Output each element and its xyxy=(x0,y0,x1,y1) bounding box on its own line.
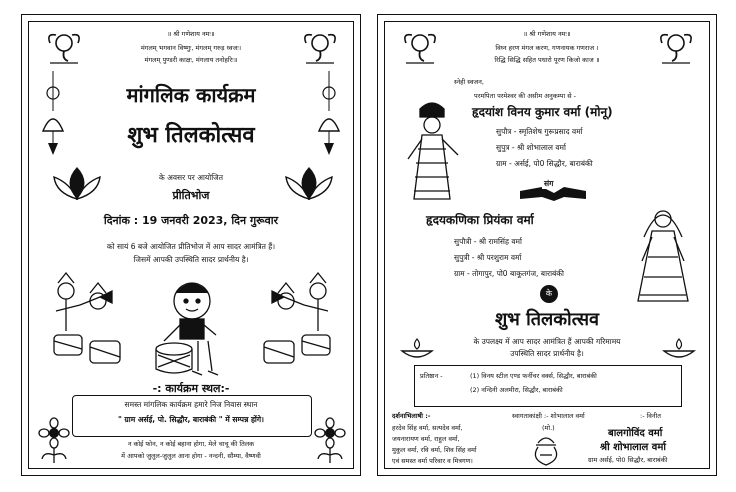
mantra-line-right-1: विघ्न हरण मंगल करण, गणनायक गणराज । xyxy=(495,44,599,52)
event-title: शुभ तिलकोत्सव xyxy=(127,123,255,148)
greeting-text: स्नेही स्वजन, xyxy=(454,78,484,86)
darshanabhilashi-line-4: एवं समस्त वर्मा परिवार व मित्रगण। xyxy=(392,457,473,465)
groom-detail-2: सुपुत्र - श्री शोभालाल वर्मा xyxy=(496,143,566,152)
swagatakanshi-text: स्वागताकांक्षी :- शोभालाल वर्मा xyxy=(512,412,585,420)
blessing-text: परमपिता परमेश्वर की असीम अनुकम्पा से - xyxy=(474,92,577,100)
groom-detail-3: ग्राम - अर्सई, पो0 सिद्धौर, बाराबंकी xyxy=(496,159,593,168)
establishment-1: (1) विनय स्टील एण्ड फर्नीचर वर्क्स, सिद्धौर, बाराबंकी xyxy=(470,372,597,380)
vinit-name-1: बालगोविंद वर्मा xyxy=(608,428,663,439)
time-line-1: को सायं 6 बजे आयोजित प्रीतिभोज में आप सादर आमंत्रित हैं। xyxy=(106,242,276,251)
date-line: दिनांक : 19 जनवरी 2023, दिन गुरूवार xyxy=(103,214,279,227)
invite-line-1: के उपलक्ष्य में आप सादर आमंत्रित हैं आपकी गरिमामय xyxy=(473,337,621,346)
darshanabhilashi-label: दर्शनाभिलाषी :- xyxy=(392,412,431,420)
venue-line-2: " ग्राम अर्सई, पो. सिद्धौर, बाराबंकी " में सम्पन्न होंगे। xyxy=(118,415,264,424)
sang-text: संग xyxy=(544,179,554,188)
musicians-illustration xyxy=(40,271,344,381)
bride-name: हृदयकणिका प्रियंका वर्मा xyxy=(426,213,534,227)
footer-line-2: में आपको जुलुल-जुलुल आना होगा - नन्दनी, सौम्या, वैष्णवी xyxy=(121,452,261,460)
mantra-line-2: मंगलम् पुण्डरी काक्षः, मंगलाय तनोहरिः॥ xyxy=(144,56,238,64)
mantra-line-right-2: रिद्धि सिद्धि सहित पधारो पूरण किजो काज ॥ xyxy=(494,56,600,64)
bride-illustration xyxy=(630,197,696,307)
darshanabhilashi-line-2: जयनारायण वर्मा, राहुल वर्मा, xyxy=(392,435,460,443)
vinit-name-2: श्री शोभालाल वर्मा xyxy=(600,442,666,453)
groom-detail-1: सुपौत्र - स्मृतिशेष गुरूप्रसाद वर्मा xyxy=(496,127,583,136)
establishment-2: (2) नन्दिनी अलमीरा, सिद्धौर, बाराबंकी xyxy=(470,386,563,394)
footer-line-1: न कोई फोन, न कोई बहाना होगा, मेले चाचू की तिलक xyxy=(127,440,255,448)
vinit-address: ग्राम अर्सई, पो0 सिद्धौर, बाराबंकी xyxy=(588,456,668,464)
emblem-badge: के xyxy=(540,285,558,303)
venue-line-1: समस्त मांगलिक कार्यक्रम हमारे निज निवास स्थान xyxy=(124,400,258,409)
bride-detail-3: ग्राम - तोगापुर, पो0 बाकूतगंज, बाराबंकी xyxy=(454,269,565,278)
darshanabhilashi-line-1: हरदेव सिंह वर्मा, सत्यदेव वर्मा, xyxy=(392,424,463,432)
bride-detail-2: सुपुत्री - श्री परशुराम वर्मा xyxy=(454,253,522,262)
kalash-icon xyxy=(528,433,564,467)
occasion-line: के अवसर पर आयोजित xyxy=(158,173,224,182)
invite-line-2: उपस्थिति सादर प्रार्थनीय है। xyxy=(510,349,584,358)
swagatakanshi-sub: (मो.) xyxy=(542,424,555,432)
groom-illustration xyxy=(396,99,468,209)
event-title-right: शुभ तिलकोत्सव xyxy=(494,309,600,330)
heading-title: मांगलिक कार्यक्रम xyxy=(126,83,256,107)
groom-name: हृदयांश विनय कुमार वर्मा (मोनू) xyxy=(472,105,613,119)
bride-detail-1: सुपौत्री - श्री रामसिंह वर्मा xyxy=(454,237,522,246)
darshanabhilashi-line-3: मुकुल वर्मा, रवि वर्मा, शिव सिंह वर्मा xyxy=(392,446,477,454)
invocation-text: ॥ श्री गणेशाय नमः॥ xyxy=(167,30,215,38)
left-invitation-card xyxy=(21,14,361,476)
mantra-line-1: मंगलम् भगवान विष्णुः, मंगलम् गरुड़ ध्वजः। xyxy=(140,44,242,52)
invocation-text-right: ॥ श्री गणेशाय नमः॥ xyxy=(523,30,571,38)
establishment-label: प्रतिष्ठान - xyxy=(420,372,443,380)
time-line-2: जिसमें आपकी उपस्थिति सादर प्रार्थनीय है। xyxy=(133,255,249,264)
venue-heading: -: कार्यक्रम स्थल:- xyxy=(152,382,230,395)
right-invitation-card xyxy=(377,14,717,476)
feast-title: प्रीतिभोज xyxy=(172,189,210,202)
vinit-label: :- विनीत xyxy=(640,412,661,420)
